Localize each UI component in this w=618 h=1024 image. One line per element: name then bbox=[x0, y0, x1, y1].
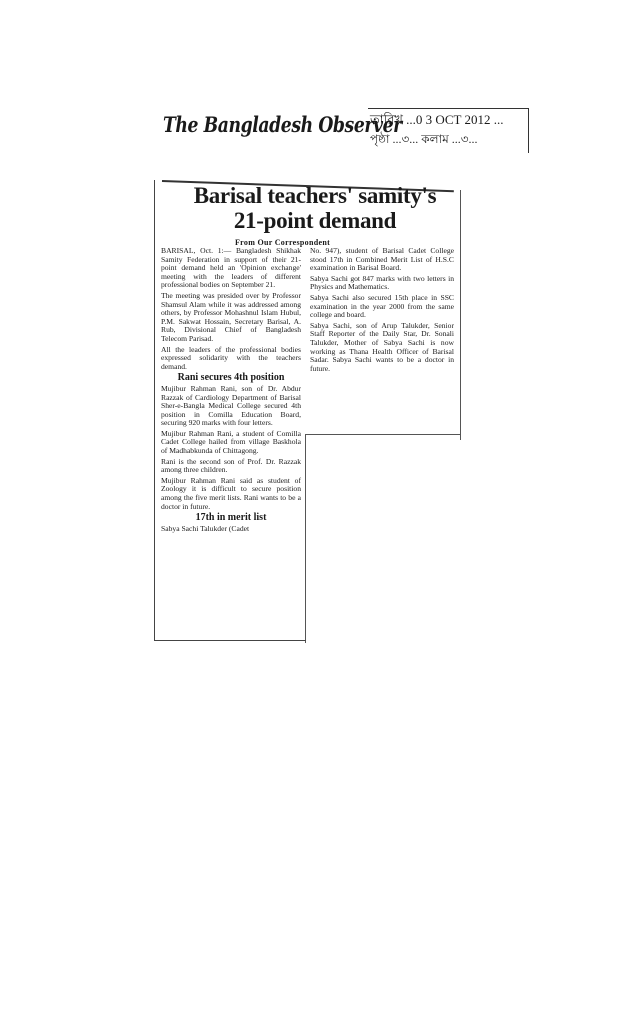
paragraph: All the leaders of the professional bodies expressed solidarity with the teachers demand. bbox=[161, 344, 301, 371]
clip-border-bottom bbox=[154, 640, 306, 641]
clip-border-left bbox=[154, 180, 155, 640]
paragraph: No. 947), student of Barisal Cadet College stood 17th in Combined Merit List of H.S.C examination in Barisal Board. bbox=[310, 246, 454, 273]
headline-line-2: 21-point demand bbox=[233, 208, 397, 233]
paragraph: Mujibur Rahman Rani, son of Dr. Abdur Razzak of Cardiology Department of Barisal Sher-e-Bangla Medical College secured 4th position in Comilla Education Board, securing 920 marks with four letters. bbox=[161, 383, 301, 428]
paragraph: Sabya Sachi Talukder (Cadet bbox=[161, 523, 250, 533]
paragraph: Mujibur Rahman Rani, a student of Comilla Cadet College hailed from village Baskhola of Madhabkunda of Chittagong. bbox=[161, 428, 301, 456]
newspaper-masthead: The Bangladesh Observer bbox=[163, 112, 402, 137]
article-headline bbox=[170, 183, 460, 233]
paragraph: BARISAL, Oct. 1:— Bangladesh Shikhak Samity Federation in support of their 21-point demand held an 'Opinion exchange' meeting with the leaders of different professional bodies on September 21. bbox=[161, 246, 301, 290]
date-stamp bbox=[368, 108, 529, 153]
paragraph: Sabya Sachi also secured 15th place in SSC examination in the year 2000 from the same college and board. bbox=[310, 292, 454, 320]
paragraph: Sabya Sachi, son of Arup Talukder, Senior Staff Reporter of the Daily Star, Dr. Sonali Talukder, Mother of Sabya Sachi is now working as Thana Health Officer of Barisal Sadar. Sabya Sachi wants to be a doctor in future. bbox=[310, 320, 454, 373]
clip-border-step bbox=[305, 434, 461, 435]
clip-border-inner bbox=[305, 435, 306, 643]
paragraph: The meeting was presided over by Professor Shamsul Alam while it was addressed among others, by Professor Mohashnul Islam Hubul, P.M. Sakwat Hossain, Secretary Barisal, A. Rub, Divisional Chief of Bangladesh Telecom Parisad. bbox=[161, 290, 301, 343]
stamp-page-line: পৃষ্ঠা ...৩... কলাম ...৩... bbox=[370, 132, 478, 146]
article-column-1 bbox=[161, 247, 301, 535]
article-byline: From Our Correspondent bbox=[235, 238, 331, 247]
paragraph: Mujibur Rahman Rani said as student of Zoology it is difficult to secure position among the five merit lists. Rani wants to be a doctor in future. bbox=[161, 475, 301, 511]
subheading-rani: Rani secures 4th position bbox=[177, 372, 285, 384]
subheading-merit-list: 17th in merit list bbox=[195, 512, 267, 524]
paragraph: Sabya Sachi got 847 marks with two letters in Physics and Mathematics. bbox=[310, 273, 454, 292]
stamp-date-line: তারিখ ...0 3 OCT 2012 ... bbox=[370, 112, 504, 127]
clip-border-right bbox=[460, 190, 461, 440]
headline-line-1: Barisal teachers' samity's bbox=[193, 183, 437, 208]
article-column-2 bbox=[310, 247, 454, 375]
paragraph: Rani is the second son of Prof. Dr. Razzak among three children. bbox=[161, 456, 301, 475]
